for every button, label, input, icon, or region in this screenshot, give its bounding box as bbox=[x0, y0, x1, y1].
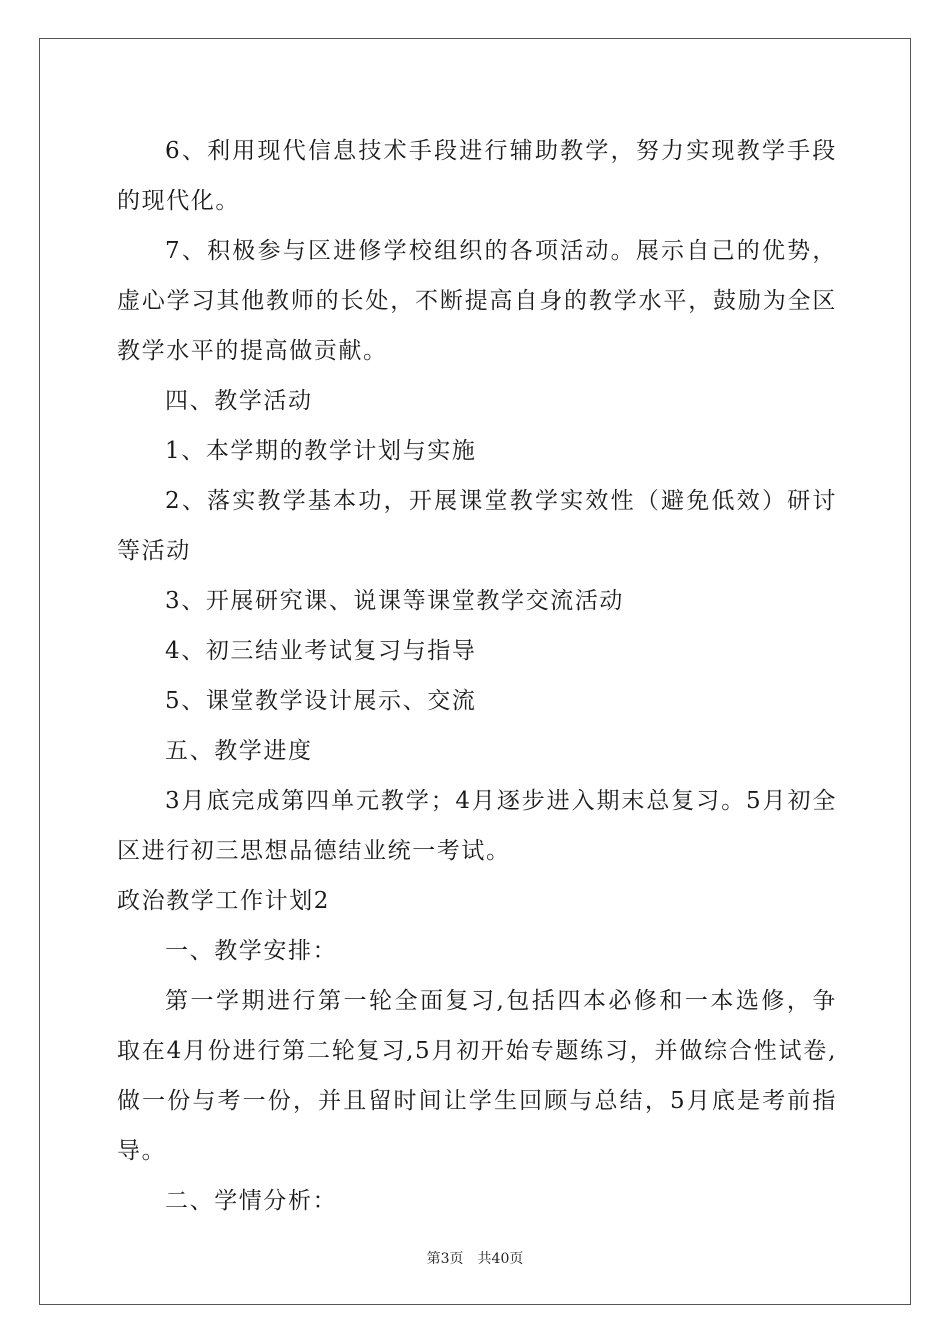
page-number: 第3页 bbox=[426, 1251, 464, 1267]
section-heading: 二、学情分析： bbox=[165, 1188, 338, 1214]
section-heading: 五、教学进度 bbox=[165, 738, 313, 764]
paragraph: 3月底完成第四单元教学；4月逐步进入期末总复习。5月初全区进行初三思想品德结业统一考试。 bbox=[117, 788, 837, 864]
list-item: 3、开展研究课、说课等课堂教学交流活动 bbox=[165, 588, 625, 614]
document-body bbox=[117, 126, 837, 1226]
section-heading: 四、教学活动 bbox=[165, 388, 313, 414]
list-item: 2、落实教学基本功，开展课堂教学实效性（避免低效）研讨等活动 bbox=[117, 488, 837, 564]
list-item: 4、初三结业考试复习与指导 bbox=[165, 638, 477, 664]
list-item: 1、本学期的教学计划与实施 bbox=[165, 438, 477, 464]
paragraph: 6、利用现代信息技术手段进行辅助教学，努力实现教学手段的现代化。 bbox=[117, 138, 837, 214]
document-title: 政治教学工作计划2 bbox=[117, 888, 331, 914]
page-total: 共40页 bbox=[477, 1251, 524, 1267]
page-footer bbox=[0, 1248, 950, 1268]
section-heading: 一、教学安排： bbox=[165, 938, 338, 964]
list-item: 5、课堂教学设计展示、交流 bbox=[165, 688, 477, 714]
paragraph: 7、积极参与区进修学校组织的各项活动。展示自己的优势，虚心学习其他教师的长处，不断提高自身的教学水平，鼓励为全区教学水平的提高做贡献。 bbox=[117, 238, 837, 364]
paragraph: 第一学期进行第一轮全面复习,包括四本必修和一本选修，争取在4月份进行第二轮复习,5月初开始专题练习，并做综合性试卷,做一份与考一份，并且留时间让学生回顾与总结，5月底是考前指导。 bbox=[117, 988, 837, 1164]
